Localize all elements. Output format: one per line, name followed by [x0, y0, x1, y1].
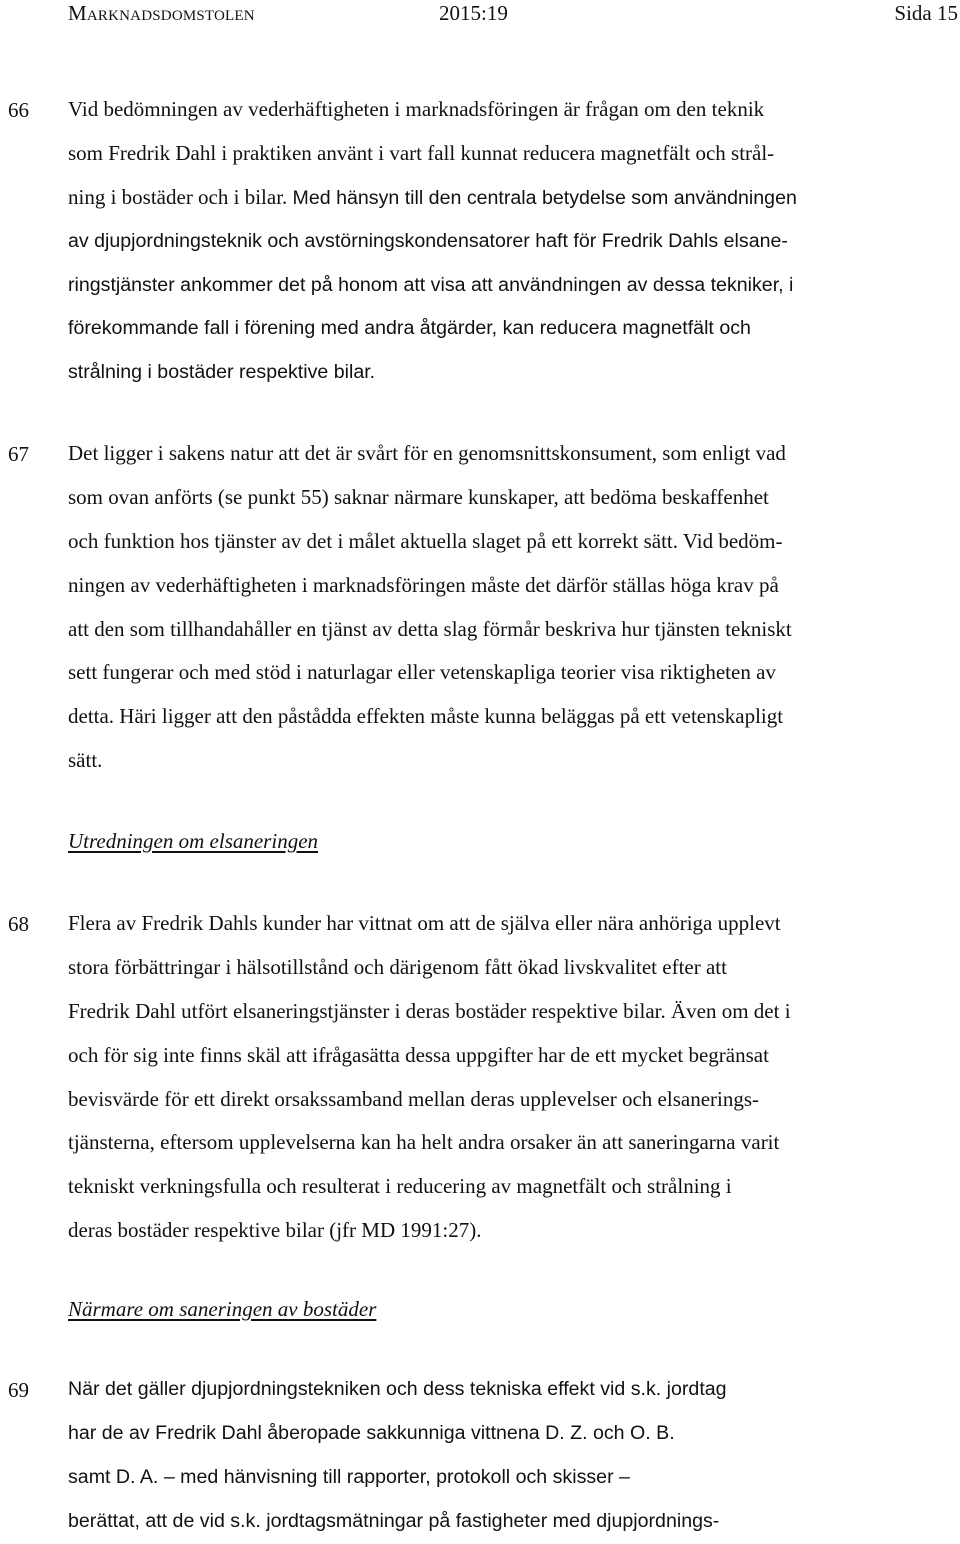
text-run-sans: Med hänsyn till den centrala betydelse som användningen — [292, 186, 797, 209]
text-line — [68, 176, 960, 220]
page-number: Sida 15 — [894, 1, 958, 25]
paragraph-text — [68, 1368, 960, 1544]
text-line: Det ligger i sakens natur att det är svårt för en genomsnittskonsument, som enligt vad — [68, 441, 786, 465]
paragraph-text — [68, 432, 960, 783]
paragraph-number: 68 — [8, 912, 29, 936]
text-line: och för sig inte finns skäl att ifrågasätta dessa uppgifter har de ett mycket begränsat — [68, 1042, 769, 1067]
text-line: tjänsterna, eftersom upplevelserna kan ha helt andra orsaker än att saneringarna varit — [68, 1130, 780, 1155]
text-line: och funktion hos tjänster av det i målet aktuella slaget på ett korrekt sätt. Vid bedöm- — [68, 528, 783, 553]
text-line: av djupjordningsteknik och avstörningskondensatorer haft för Fredrik Dahls elsane- — [68, 229, 788, 252]
text-line: När det gäller djupjordningstekniken och dess tekniska effekt vid s.k. jordtag — [68, 1378, 727, 1400]
text-line: bevisvärde för ett direkt orsakssamband mellan deras upplevelser och elsanerings- — [68, 1086, 760, 1111]
text-line: sätt. — [68, 748, 103, 773]
case-number: 2015:19 — [439, 1, 508, 25]
text-line: Vid bedömningen av vederhäftigheten i marknadsföringen är frågan om den teknik — [68, 97, 765, 121]
paragraph-text — [68, 902, 960, 1253]
text-line: att den som tillhandahåller en tjänst av detta slag förmår beskriva hur tjänsten tekniskt — [68, 616, 792, 641]
page-header — [0, 0, 960, 30]
text-line: Flera av Fredrik Dahls kunder har vittnat om att de själva eller nära anhöriga upplevt — [68, 911, 781, 935]
text-line: stora förbättringar i hälsotillstånd och därigenom fått ökad livskvalitet efter att — [68, 954, 727, 979]
section-heading: Utredningen om elsaneringen — [68, 829, 319, 853]
text-line: tekniskt verkningsfulla och resulterat i reducering av magnetfält och strålning i — [68, 1174, 732, 1199]
text-line: ringstjänster ankommer det på honom att visa att användningen av dessa tekniker, i — [68, 273, 794, 296]
text-line: ningen av vederhäftigheten i marknadsföringen måste det därför ställas höga krav på — [68, 572, 779, 597]
paragraph-number: 69 — [8, 1378, 29, 1402]
text-line: har de av Fredrik Dahl åberopade sakkunniga vittnena D. Z. och O. B. — [68, 1421, 675, 1444]
text-line: deras bostäder respektive bilar (jfr MD 1991:27). — [68, 1218, 482, 1243]
text-line: berättat, att de vid s.k. jordtagsmätningar på fastigheter med djupjordnings- — [68, 1509, 720, 1532]
text-line: Fredrik Dahl utfört elsaneringstjänster i deras bostäder respektive bilar. Även om det i — [68, 998, 791, 1023]
paragraph-number: 66 — [8, 98, 29, 122]
paragraph-text — [68, 88, 960, 395]
text-line: strålning i bostäder respektive bilar. — [68, 361, 376, 384]
text-line: sett fungerar och med stöd i naturlagar eller vetenskapliga teorier visa riktigheten av — [68, 660, 776, 685]
text-run: ning i bostäder och i bilar. — [68, 184, 293, 209]
section-heading: Närmare om saneringen av bostäder — [68, 1297, 377, 1321]
court-name: Marknadsdomstolen — [68, 1, 255, 25]
text-line: som Fredrik Dahl i praktiken använt i vart fall kunnat reducera magnetfält och strål- — [68, 140, 775, 165]
text-line: förekommande fall i förening med andra åtgärder, kan reducera magnetfält och — [68, 317, 751, 340]
paragraph-number: 67 — [8, 442, 29, 466]
text-line: som ovan anförts (se punkt 55) saknar närmare kunskaper, att bedöma beskaffenhet — [68, 484, 769, 509]
text-line: samt D. A. – med hänvisning till rapporter, protokoll och skisser – — [68, 1465, 630, 1488]
text-line: detta. Häri ligger att den påstådda effekten måste kunna beläggas på ett vetenskapligt — [68, 704, 784, 729]
